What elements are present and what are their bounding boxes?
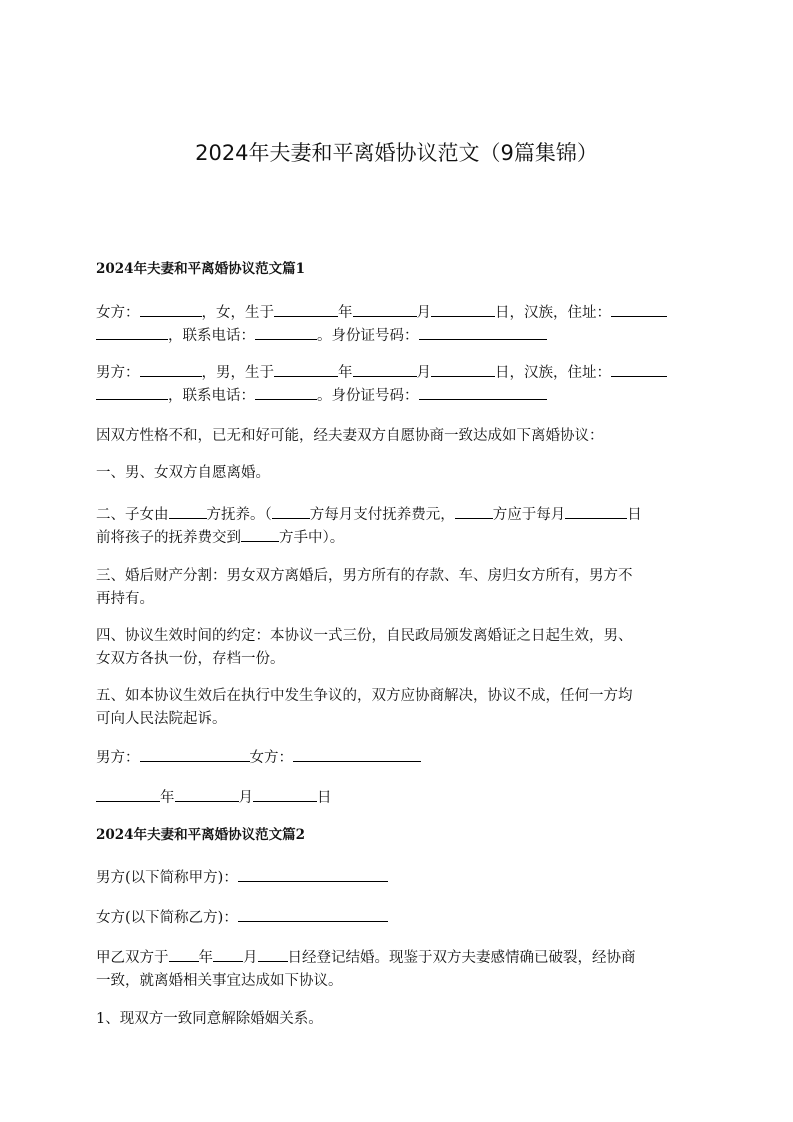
blank-field: [96, 385, 168, 400]
blank-field: [175, 787, 239, 802]
clause-4: 四、协议生效时间的约定：本协议一式三份，自民政局颁发离婚证之日起生效，男、: [96, 628, 633, 644]
blank-field: [169, 947, 199, 962]
clause-1: 一、男、女双方自愿离婚。: [96, 465, 270, 481]
clause-3: 三、婚后财产分割：男女双方离婚后，男方所有的存款、车、房归女方所有，男方不: [96, 568, 633, 584]
marriage-registration-line-2: 一致，就离婚相关事宜达成如下协议。: [96, 973, 343, 989]
blank-field: [140, 362, 202, 377]
blank-field: [140, 747, 250, 762]
clause-4-line-2: 女双方各执一份，存档一份。: [96, 651, 285, 667]
clause-3-line-2: 再持有。: [96, 591, 154, 607]
female-party-line-2: ，联系电话： 。身份证号码：: [96, 325, 700, 348]
party-a-line: 男方(以下简称甲方)：: [96, 867, 700, 890]
blank-field: [274, 302, 338, 317]
date-line: 年 月 日: [96, 787, 700, 810]
blank-field: [238, 867, 388, 882]
blank-field: [293, 747, 421, 762]
blank-field: [253, 787, 317, 802]
blank-field: [255, 385, 317, 400]
section-heading-1: 2024年夫妻和平离婚协议范文篇1: [96, 261, 305, 277]
blank-field: [431, 362, 495, 377]
clause-2-line-2: 前将孩子的抚养费交到 方手中）。: [96, 527, 700, 550]
section2-clause-1: 1、现双方一致同意解除婚姻关系。: [96, 1011, 323, 1027]
clause-5-line-2: 可向人民法院起诉。: [96, 711, 227, 727]
blank-field: [255, 325, 317, 340]
blank-field: [455, 504, 493, 519]
blank-field: [169, 504, 207, 519]
blank-field: [419, 385, 547, 400]
party-b-line: 女方(以下简称乙方)：: [96, 907, 700, 930]
male-party-line-2: ，联系电话： 。身份证号码：: [96, 385, 700, 408]
agreement-intro: 因双方性格不和，已无和好可能，经夫妻双方自愿协商一致达成如下离婚协议：: [96, 428, 604, 444]
blank-field: [241, 527, 279, 542]
blank-field: [419, 325, 547, 340]
blank-field: [431, 302, 495, 317]
clause-2: 二、子女由 方抚养。（ 方每月支付抚养费元， 方应于每月 日: [96, 504, 700, 527]
blank-field: [353, 362, 417, 377]
marriage-registration-line: 甲乙双方于 年 月 日经登记结婚。现鉴于双方夫妻感情确已破裂，经协商: [96, 947, 700, 970]
blank-field: [272, 504, 310, 519]
blank-field: [238, 907, 388, 922]
blank-field: [611, 362, 667, 377]
blank-field: [96, 787, 160, 802]
document-title: 2024年夫妻和平离婚协议范文（9篇集锦）: [195, 141, 598, 165]
female-party-line: 女方： ，女，生于 年 月 日，汉族，住址：: [96, 302, 700, 325]
blank-field: [213, 947, 243, 962]
blank-field: [353, 302, 417, 317]
blank-field: [258, 947, 288, 962]
blank-field: [96, 325, 168, 340]
blank-field: [140, 302, 202, 317]
clause-5: 五、如本协议生效后在执行中发生争议的，双方应协商解决，协议不成，任何一方均: [96, 688, 633, 704]
blank-field: [274, 362, 338, 377]
blank-field: [565, 504, 627, 519]
male-party-line: 男方： ，男，生于 年 月 日，汉族，住址：: [96, 362, 700, 385]
blank-field: [611, 302, 667, 317]
signature-line: 男方： 女方：: [96, 747, 700, 770]
section-heading-2: 2024年夫妻和平离婚协议范文篇2: [96, 827, 305, 843]
